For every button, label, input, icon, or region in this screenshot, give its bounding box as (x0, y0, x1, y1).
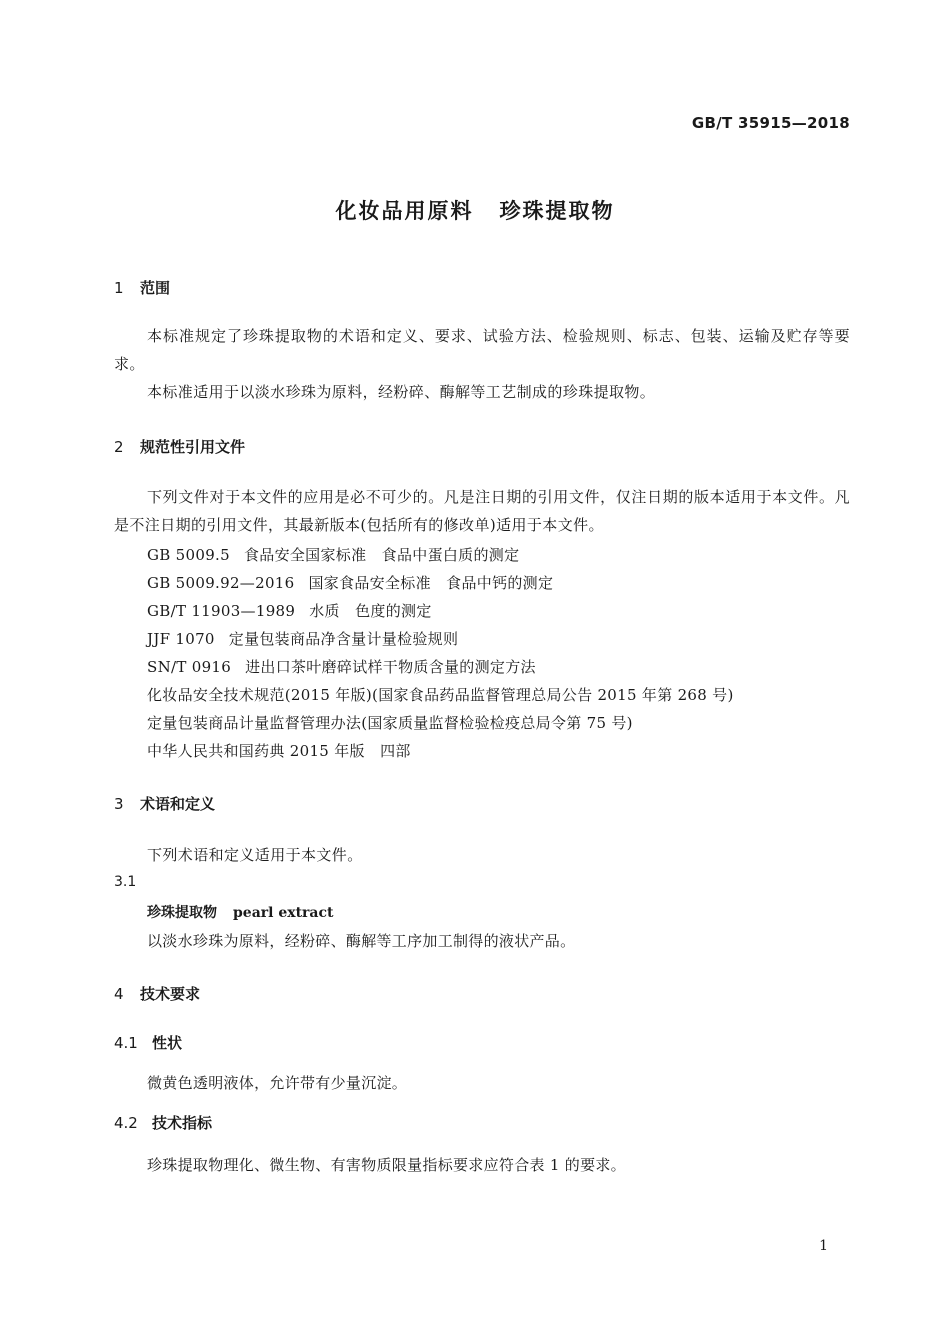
reference-item (147, 712, 633, 733)
section-4-heading (114, 983, 200, 1004)
term-heading (147, 902, 334, 922)
term-number: 3.1 (114, 874, 137, 890)
title-part-2: 珍珠提取物 (499, 199, 615, 223)
reference-name: 水质 色度的测定 (309, 602, 432, 620)
term-chinese: 珍珠提取物 (147, 905, 217, 921)
reference-name: 定量包装商品计量监督管理办法(国家质量监督检验检疫总局令第 75 号) (147, 714, 633, 732)
term-english: pearl extract (233, 905, 334, 921)
reference-code: GB/T 11903—1989 (147, 602, 296, 620)
reference-code: GB 5009.5 (147, 546, 230, 564)
reference-name: 食品安全国家标准 食品中蛋白质的测定 (243, 546, 520, 564)
document-title (0, 195, 950, 225)
reference-item (147, 740, 411, 761)
section-title: 规范性引用文件 (140, 438, 246, 456)
subsection-4-1-paragraph: 微黄色透明液体，允许带有少量沉淀。 (147, 1074, 408, 1092)
section-number: 3 (114, 795, 124, 813)
section-number: 4 (114, 985, 124, 1003)
reference-name: 定量包装商品净含量计量检验规则 (228, 630, 459, 648)
reference-code: JJF 1070 (147, 630, 215, 648)
subsection-title: 技术指标 (152, 1114, 213, 1132)
section-number: 2 (114, 438, 124, 456)
section-1-paragraph-2: 本标准适用于以淡水珍珠为原料，经粉碎、酶解等工艺制成的珍珠提取物。 (147, 383, 656, 401)
reference-item (147, 656, 536, 677)
section-3-paragraph-1: 下列术语和定义适用于本文件。 (147, 846, 363, 864)
section-title: 技术要求 (140, 985, 201, 1003)
section-1-heading (114, 277, 170, 298)
term-definition: 以淡水珍珠为原料，经粉碎、酶解等工序加工制得的液状产品。 (147, 932, 576, 950)
section-2-heading (114, 436, 245, 457)
reference-name: 中华人民共和国药典 2015 年版 四部 (147, 742, 411, 760)
section-3-heading (114, 793, 215, 814)
reference-item (147, 572, 553, 593)
subsection-title: 性状 (152, 1034, 183, 1052)
reference-item (147, 600, 432, 621)
section-title: 术语和定义 (140, 795, 216, 813)
reference-item (147, 684, 734, 705)
subsection-4-1-heading (114, 1032, 182, 1053)
reference-item (147, 628, 458, 649)
reference-name: 化妆品安全技术规范(2015 年版)(国家食品药品监督管理总局公告 2015 年第 268 号) (147, 686, 734, 704)
standard-code: GB/T 35915—2018 (691, 114, 850, 132)
subsection-number: 4.2 (114, 1114, 138, 1132)
section-number: 1 (114, 279, 124, 297)
title-part-1: 化妆品用原料 (335, 199, 474, 223)
section-title: 范围 (140, 279, 171, 297)
section-2-paragraph-1: 下列文件对于本文件的应用是必不可少的。凡是注日期的引用文件，仅注日期的版本适用于本文件。凡是不注日期的引用文件，其最新版本(包括所有的修改单)适用于本文件。 (114, 488, 850, 534)
reference-name: 国家食品安全标准 食品中钙的测定 (308, 574, 554, 592)
reference-name: 进出口茶叶磨碎试样干物质含量的测定方法 (245, 658, 536, 676)
reference-item (147, 544, 519, 565)
reference-code: SN/T 0916 (147, 658, 232, 676)
subsection-4-2-paragraph: 珍珠提取物理化、微生物、有害物质限量指标要求应符合表 1 的要求。 (147, 1156, 626, 1174)
section-1-paragraph-1: 本标准规定了珍珠提取物的术语和定义、要求、试验方法、检验规则、标志、包装、运输及贮存等要求。 (114, 327, 850, 373)
subsection-number: 4.1 (114, 1034, 138, 1052)
subsection-4-2-heading (114, 1112, 212, 1133)
page-number: 1 (819, 1238, 828, 1254)
reference-code: GB 5009.92—2016 (147, 574, 295, 592)
